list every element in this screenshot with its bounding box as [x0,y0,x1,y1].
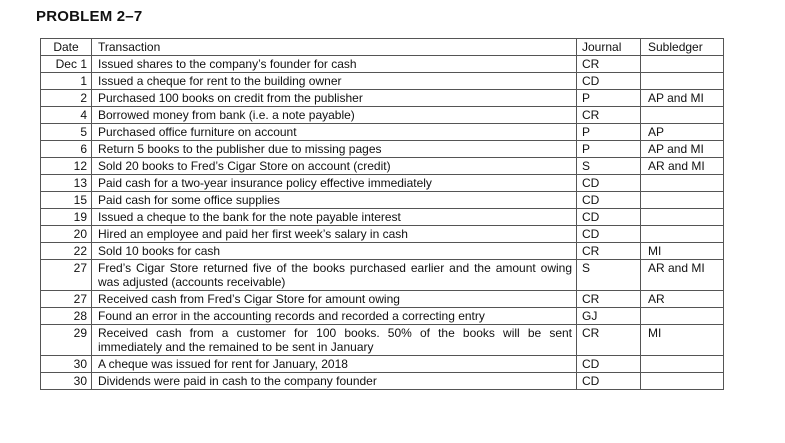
row-date: 5 [41,124,92,141]
row-journal: CR [577,243,641,260]
row-journal: S [577,260,641,291]
table-row [41,291,724,308]
row-journal: CR [577,56,641,73]
row-journal: GJ [577,308,641,325]
transactions-table [40,38,724,390]
table-row [41,243,724,260]
table-row [41,107,724,124]
row-journal: S [577,158,641,175]
row-subledger [641,226,724,243]
row-subledger: AR and MI [641,158,724,175]
row-date: 29 [41,325,92,356]
table-row [41,158,724,175]
row-journal: P [577,124,641,141]
table-row [41,308,724,325]
table-row [41,56,724,73]
row-date: 1 [41,73,92,90]
row-date: 30 [41,356,92,373]
row-transaction: Issued shares to the company’s founder for cash [92,56,577,73]
row-journal: CR [577,107,641,124]
table-row [41,90,724,107]
row-date: 12 [41,158,92,175]
table-row [41,141,724,158]
row-date: 4 [41,107,92,124]
row-transaction: Received cash from a customer for 100 books. 50% of the books will be sent immediately and the remained to be sent in January [92,325,577,356]
row-transaction: Sold 10 books for cash [92,243,577,260]
row-date: 2 [41,90,92,107]
row-transaction: Received cash from Fred’s Cigar Store for amount owing [92,291,577,308]
row-subledger [641,175,724,192]
page-title: PROBLEM 2–7 [36,8,143,25]
header-transaction: Transaction [92,39,577,56]
row-transaction: Dividends were paid in cash to the company founder [92,373,577,390]
row-date: 13 [41,175,92,192]
row-journal: CR [577,291,641,308]
row-transaction: Borrowed money from bank (i.e. a note payable) [92,107,577,124]
row-date: 19 [41,209,92,226]
header-date: Date [41,39,92,56]
row-subledger: MI [641,243,724,260]
row-journal: CD [577,192,641,209]
row-date: 27 [41,291,92,308]
row-date: 20 [41,226,92,243]
row-subledger: AP [641,124,724,141]
table-row [41,260,724,291]
row-date: 30 [41,373,92,390]
row-subledger [641,107,724,124]
header-journal: Journal [577,39,641,56]
row-transaction: Fred’s Cigar Store returned five of the books purchased earlier and the amount owing was adjusted (accounts receivable) [92,260,577,291]
row-subledger: AR [641,291,724,308]
row-journal: CD [577,209,641,226]
row-transaction: Purchased 100 books on credit from the publisher [92,90,577,107]
table-row [41,73,724,90]
table-body [41,56,724,390]
row-subledger [641,209,724,226]
row-transaction: Sold 20 books to Fred’s Cigar Store on account (credit) [92,158,577,175]
table-row [41,226,724,243]
row-transaction: Found an error in the accounting records and recorded a correcting entry [92,308,577,325]
row-journal: CR [577,325,641,356]
table-row [41,124,724,141]
table-row [41,356,724,373]
table-row [41,209,724,226]
row-date: 28 [41,308,92,325]
row-subledger: AP and MI [641,141,724,158]
row-subledger [641,73,724,90]
row-subledger: AR and MI [641,260,724,291]
row-journal: CD [577,175,641,192]
row-transaction: Issued a cheque to the bank for the note payable interest [92,209,577,226]
row-subledger [641,356,724,373]
row-transaction: Paid cash for a two-year insurance policy effective immediately [92,175,577,192]
row-subledger [641,56,724,73]
row-subledger: MI [641,325,724,356]
row-transaction: Hired an employee and paid her first week’s salary in cash [92,226,577,243]
row-subledger [641,373,724,390]
row-date: 6 [41,141,92,158]
row-date: 27 [41,260,92,291]
row-transaction: A cheque was issued for rent for January, 2018 [92,356,577,373]
row-journal: CD [577,73,641,90]
row-date: 15 [41,192,92,209]
row-journal: CD [577,356,641,373]
row-transaction: Return 5 books to the publisher due to missing pages [92,141,577,158]
row-journal: P [577,90,641,107]
row-transaction: Purchased office furniture on account [92,124,577,141]
row-journal: P [577,141,641,158]
row-transaction: Issued a cheque for rent to the building owner [92,73,577,90]
row-date: 22 [41,243,92,260]
row-journal: CD [577,373,641,390]
row-subledger [641,308,724,325]
table-row [41,175,724,192]
row-transaction: Paid cash for some office supplies [92,192,577,209]
header-subledger: Subledger [641,39,724,56]
table-header-row [41,39,724,56]
table-row [41,192,724,209]
row-subledger [641,192,724,209]
row-subledger: AP and MI [641,90,724,107]
row-date: Dec 1 [41,56,92,73]
table-row [41,325,724,356]
row-journal: CD [577,226,641,243]
table-row [41,373,724,390]
